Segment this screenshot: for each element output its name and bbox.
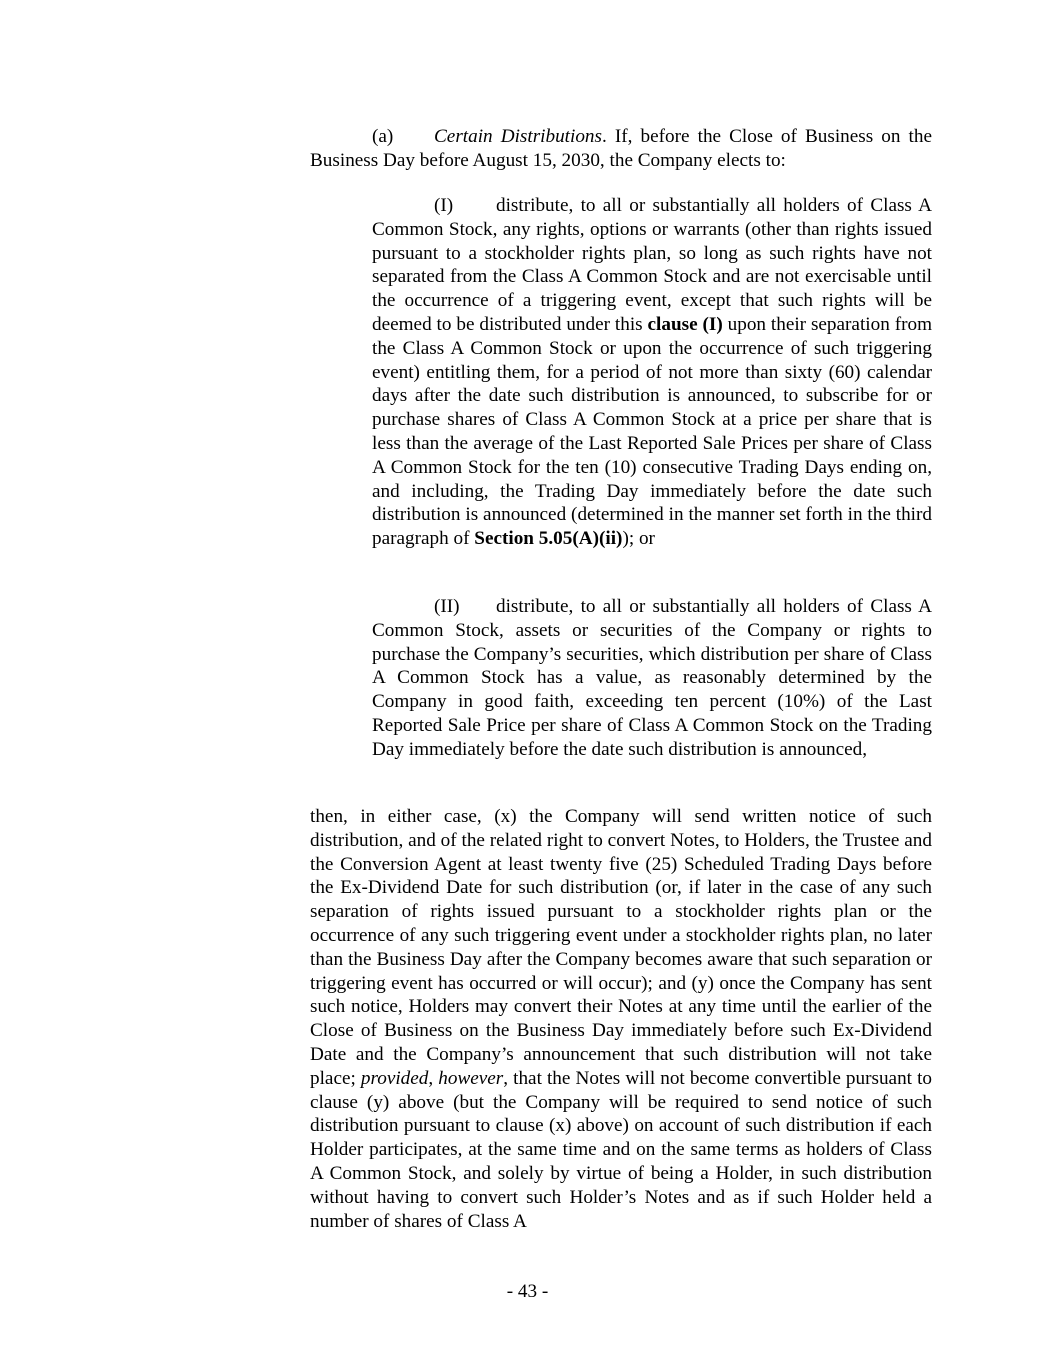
paragraph-then-italic-however: however: [438, 1067, 504, 1089]
clause-ii-label: (II): [434, 596, 460, 617]
clause-i-section-reference: Section 5.05(A)(ii): [474, 528, 623, 550]
page-number: - 43 -: [506, 1281, 549, 1302]
clause-ii: [372, 595, 932, 762]
paragraph-a-label: (a): [372, 126, 394, 147]
paragraph-a: [310, 125, 932, 173]
clause-i-bold-reference: clause (I): [647, 313, 723, 335]
paragraph-then: [310, 805, 932, 1233]
paragraph-then-text-3: , that the Notes will not become convertible pursuant to clause (y) above (but the Company will be required to send notice of such distribution pursuant to clause (x) above) on account of such distribution if each Holder participates, at the same time and on the same terms as holders of Class A Common Stock, and solely by virtue of being a Holder, in such distribution without having to convert such Holder’s Notes and as if such Holder held a number of shares of Class A: [310, 1067, 932, 1232]
paragraph-a-heading: Certain Distributions: [434, 126, 602, 147]
clause-i-text-2: upon their separation from the Class A Common Stock or upon the occurrence of such triggering event) entitling them, for a period of not more than sixty (60) calendar days after the date such distribution is announced, to subscribe for or purchase shares of Class A Common Stock at a price per share that is less than the average of the Last Reported Sale Prices per share of Class A Common Stock for the ten (10) consecutive Trading Days ending on, and including, the Trading Day immediately before the date such distribution is announced (determined in the manner set forth in the third paragraph of: [372, 313, 932, 550]
clause-i: [372, 194, 932, 551]
paragraph-a-text: . If, before the Close of Business on the Business Day before August 15, 2030, the Company elects to:: [310, 126, 932, 171]
paragraph-then-text-1: then, in either case, (x) the Company will send written notice of such distribution, and of the related right to convert Notes, to Holders, the Trustee and the Conversion Agent at least twenty five (25) Scheduled Trading Days before the Ex-Dividend Date for such distribution (or, if later in the case of any such separation of rights issued pursuant to a stockholder rights plan or the occurrence of any such triggering event under a stockholder rights plan, no later than the Business Day after the Company becomes aware that such separation or triggering event has occurred or will occur); and (y) once the Company has sent such notice, Holders may convert their Notes at any time until the earlier of the Close of Business on the Business Day immediately before such Ex-Dividend Date and the Company’s announcement that such distribution will not take place;: [310, 806, 932, 1089]
clause-i-text-1: distribute, to all or substantially all holders of Class A Common Stock, any rights, options or warrants (other than rights issued pursuant to a stockholder rights plan, so long as such rights have not separated from the Class A Common Stock and are not exercisable until the occurrence of a triggering event, except that such rights will be deemed to be distributed under this: [372, 195, 932, 335]
paragraph-then-italic-provided: provided: [360, 1067, 429, 1089]
clause-i-label: (I): [434, 195, 454, 216]
paragraph-then-text-2: ,: [428, 1067, 439, 1089]
clause-ii-text: distribute, to all or substantially all holders of Class A Common Stock, assets or securities of the Company or rights to purchase the Company’s securities, which distribution per share of Class A Common Stock has a value, as reasonably determined by the Company in good faith, exceeding ten percent (10%) of the Last Reported Sale Price per share of Class A Common Stock on the Trading Day immediately before the date such distribution is announced,: [372, 596, 932, 760]
clause-i-text-3: ); or: [622, 528, 655, 550]
